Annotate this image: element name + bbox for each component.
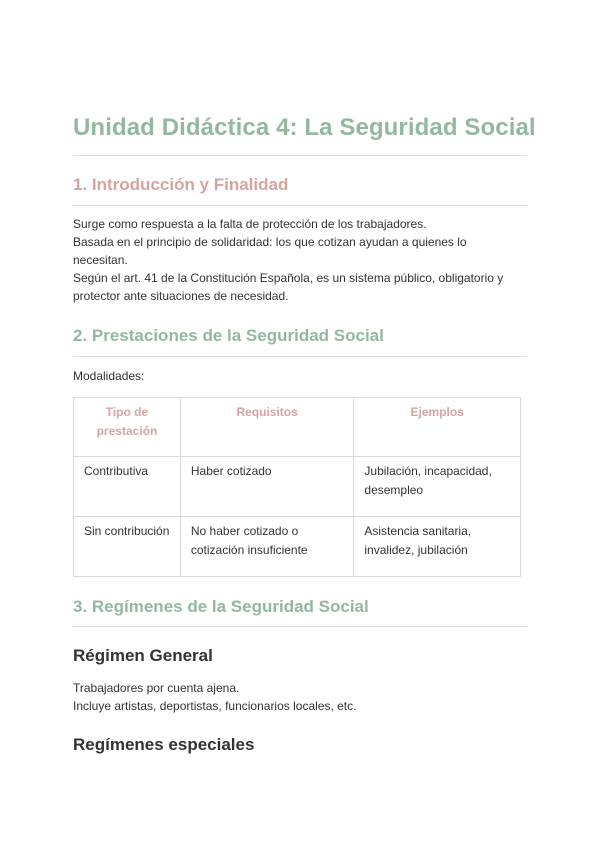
table-cell: No haber cotizado o cotización insuficiente [180,517,354,577]
title-divider [73,155,527,156]
table-header-row [74,398,521,457]
section-2-heading: 2. Prestaciones de la Seguridad Social [73,326,384,345]
table-row [74,457,521,517]
table-header-cell: Ejemplos [354,398,521,457]
benefits-table [73,397,521,577]
paragraph-line: Según el art. 41 de la Constitución Española, es un sistema público, obligatorio y protector ante situaciones de necesidad. [73,271,504,303]
section-1-heading: 1. Introducción y Finalidad [73,175,289,194]
regimenes-especiales-heading: Regímenes especiales [73,735,255,754]
section-2-divider [73,356,527,357]
paragraph-line: Incluye artistas, deportistas, funcionarios locales, etc. [73,699,357,713]
table-header-cell: Tipo de prestación [74,398,181,457]
table-cell: Jubilación, incapacidad, desempleo [354,457,521,517]
regimen-general-body [73,679,523,715]
table-cell: Asistencia sanitaria, invalidez, jubilación [354,517,521,577]
table-cell: Contributiva [74,457,181,517]
regimen-general-heading: Régimen General [73,646,213,665]
table-header-cell: Requisitos [180,398,354,457]
section-3-divider [73,626,527,627]
paragraph-line: Basada en el principio de solidaridad: los que cotizan ayudan a quienes lo necesitan. [73,235,467,267]
section-1-body [73,215,523,305]
table-row [74,517,521,577]
table-cell: Sin contribución [74,517,181,577]
paragraph-line: Trabajadores por cuenta ajena. [73,681,240,695]
paragraph-line: Surge como respuesta a la falta de protección de los trabajadores. [73,217,427,231]
section-3-heading: 3. Regímenes de la Seguridad Social [73,597,369,616]
section-1-divider [73,205,527,206]
table-cell: Haber cotizado [180,457,354,517]
section-2-intro: Modalidades: [73,369,145,383]
page-title: Unidad Didáctica 4: La Seguridad Social [73,114,536,141]
